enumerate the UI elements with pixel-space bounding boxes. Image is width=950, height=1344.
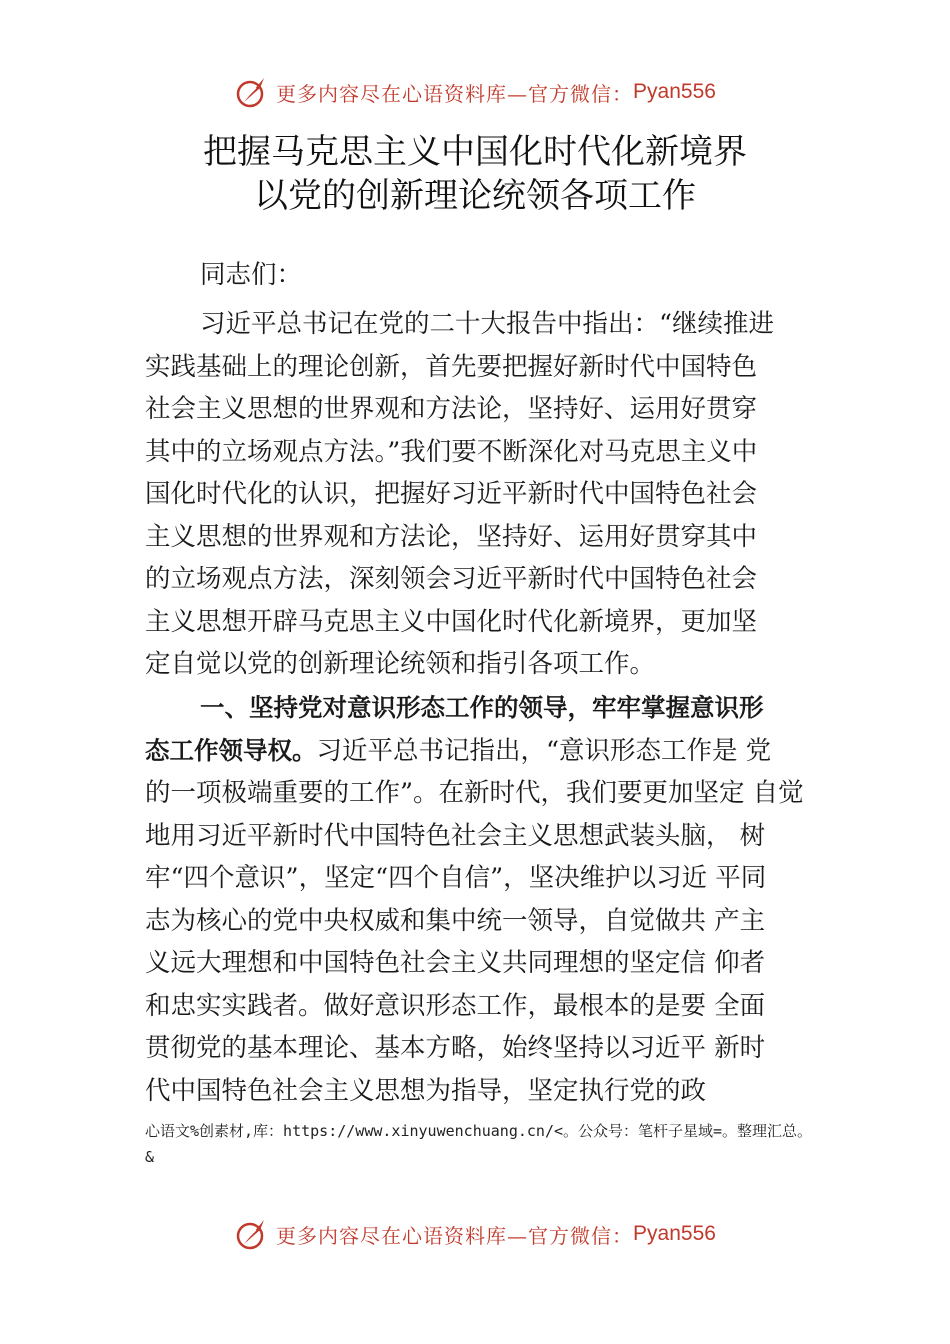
paragraph-line: 的立场观点方法，深刻领会习近平新时代中国特色社会 bbox=[145, 564, 758, 594]
paragraph-line: 国化时代化的认识，把握好习近平新时代中国特色社会 bbox=[145, 479, 758, 509]
section-heading: 一、坚持党对意识形态工作的领导，牢牢掌握意识形 bbox=[200, 693, 764, 722]
greeting: 同志们： bbox=[200, 260, 303, 290]
source-note bbox=[145, 1118, 855, 1170]
title-line-1: 把握马克思主义中国化时代化新境界 bbox=[203, 132, 747, 172]
source-note-line-2: & bbox=[145, 1148, 155, 1166]
paragraph-2 bbox=[145, 687, 835, 1112]
paragraph-line: 习近平总书记在党的二十大报告中指出：“继续推进 bbox=[200, 309, 775, 339]
source-note-line-1: 心语文%创素材,库：https://www.xinyuwenchuang.cn/<。公众号：笔杆子星域=。整理汇总。 bbox=[145, 1122, 813, 1140]
paragraph-line: 义远大理想和中国特色社会主义共同理想的坚定信 仰者 bbox=[145, 948, 766, 978]
paragraph-1 bbox=[145, 303, 835, 686]
paragraph-line-rest: 习近平总书记指出，“意识形态工作是 党 bbox=[316, 735, 772, 766]
paragraph-line: 主义思想的世界观和方法论，坚持好、运用好贯穿其中 bbox=[145, 521, 758, 552]
paragraph-line: 实践基础上的理论创新，首先要把握好新时代中国特色 bbox=[145, 351, 758, 382]
paragraph-line: 定自觉以党的创新理论统领和指引各项工作。 bbox=[145, 649, 656, 679]
section-heading-end: 态工作领导权。 bbox=[145, 735, 317, 765]
paragraph-line: 主义思想开辟马克思主义中国化时代化新境界，更加坚 bbox=[145, 606, 758, 637]
document-title bbox=[0, 130, 950, 218]
header-banner bbox=[0, 70, 950, 114]
paragraph-line: 牢“四个意识”，坚定“四个自信”，坚决维护以习近 平同 bbox=[145, 863, 767, 893]
paragraph-line: 志为核心的党中央权威和集中统一领导，自觉做共 产主 bbox=[145, 905, 766, 936]
title-line-2: 以党的创新理论统领各项工作 bbox=[254, 176, 696, 216]
footer-banner bbox=[0, 1212, 950, 1256]
paragraph-line: 其中的立场观点方法。”我们要不断深化对马克思主义中 bbox=[145, 436, 758, 467]
paragraph-line: 地用习近平新时代中国特色社会主义思想武装头脑， 树 bbox=[145, 820, 766, 851]
feather-pen-circle-icon bbox=[234, 74, 270, 110]
feather-pen-circle-icon bbox=[234, 1216, 270, 1252]
banner-text: 更多内容尽在心语资料库—官方微信： bbox=[276, 81, 634, 106]
paragraph-line bbox=[145, 730, 835, 773]
paragraph-line: 社会主义思想的世界观和方法论，坚持好、运用好贯穿 bbox=[145, 394, 758, 424]
paragraph-line: 代中国特色社会主义思想为指导，坚定执行党的政 bbox=[145, 1075, 707, 1106]
paragraph-line: 和忠实实践者。做好意识形态工作，最根本的是要 全面 bbox=[145, 990, 766, 1021]
banner-wechat-id: Pyan556 bbox=[633, 1222, 716, 1245]
paragraph-line: 贯彻党的基本理论、基本方略，始终坚持以习近平 新时 bbox=[145, 1033, 766, 1063]
paragraph-line: 的一项极端重要的工作”。在新时代，我们要更加坚定 自觉 bbox=[145, 778, 804, 808]
banner-wechat-id: Pyan556 bbox=[633, 80, 716, 103]
banner-text: 更多内容尽在心语资料库—官方微信： bbox=[276, 1223, 634, 1248]
